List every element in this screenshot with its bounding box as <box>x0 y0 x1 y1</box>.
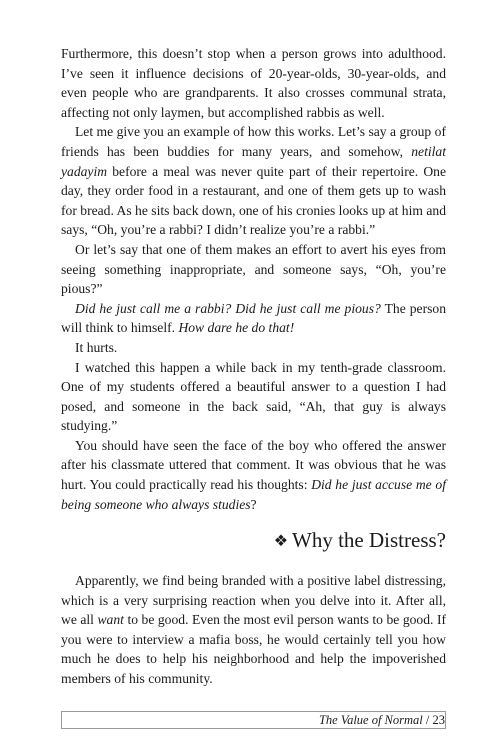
italic-run: Did he just accuse me of being someone who always studies <box>61 477 446 512</box>
paragraph <box>61 358 446 436</box>
text-run: to be good. Even the most evil person wants to be good. If you were to interview a mafia boss, he would certainly tell you how much he does to help his neighborhood and help the impoverished members of his community. <box>61 612 446 686</box>
body-text <box>61 44 446 514</box>
body-text-section-2 <box>61 571 446 689</box>
page-number: 23 <box>432 713 445 727</box>
paragraph <box>61 122 446 240</box>
italic-run: want <box>97 612 124 628</box>
text-run: before a meal was never quite part of their repertoire. One day, they order food in a restaurant, and one of them gets up to wash for bread. As he sits back down, one of his cronies looks up at him and says, “Oh, you’re a rabbi? I didn’t realize you’re a rabbi.” <box>61 163 446 238</box>
paragraph <box>61 338 446 358</box>
text-run: Apparently, we find being branded with a positive label distressing, which is a very surprising reaction when you delve into it. After all, we all <box>61 573 446 628</box>
paragraph <box>61 436 446 514</box>
text-run: It hurts. <box>75 339 118 355</box>
paragraph <box>61 571 446 689</box>
italic-run: How dare he do that! <box>178 320 295 336</box>
ornament-icon: ❖ <box>273 533 289 550</box>
paragraph <box>61 44 446 122</box>
text-run: I watched this happen a while back in my tenth-grade classroom. One of my students offered a beautiful answer to a question I had posed, and someone in the back said, “Ah, that guy is always studying.” <box>61 359 446 434</box>
text-run: You should have seen the face of the boy who offered the answer after his classmate uttered that comment. It was obvious that he was hurt. You could practically read his thoughts: <box>61 437 446 493</box>
text-run: Let me give you an example of how this works. Let’s say a group of friends has been buddies for many years, and somehow, <box>61 124 446 159</box>
text-run: ? <box>250 496 257 512</box>
footer-separator: / <box>422 713 433 727</box>
paragraph <box>61 299 446 338</box>
italic-run: netilat yadayim <box>61 143 446 179</box>
paragraph <box>61 240 446 299</box>
section-heading <box>61 527 446 555</box>
section-heading-text: Why the Distress? <box>292 528 446 552</box>
running-footer <box>319 712 445 728</box>
text-run: Furthermore, this doesn’t stop when a person grows into adulthood. I’ve seen it influence decisions of 20-year-olds, 30-year-olds, and even people who are grandparents. It also crosses communal strata, affecting not only laymen, but accomplished rabbis as well. <box>61 46 446 120</box>
text-run: The person will think to himself. <box>61 300 446 336</box>
footer-title: The Value of Normal <box>318 713 423 727</box>
text-run: Or let’s say that one of them makes an effort to avert his eyes from seeing something inappropriate, and someone says, “Oh, you’re pious?” <box>61 241 446 297</box>
italic-run: Did he just call me a rabbi? Did he just call me pious? <box>75 300 381 316</box>
